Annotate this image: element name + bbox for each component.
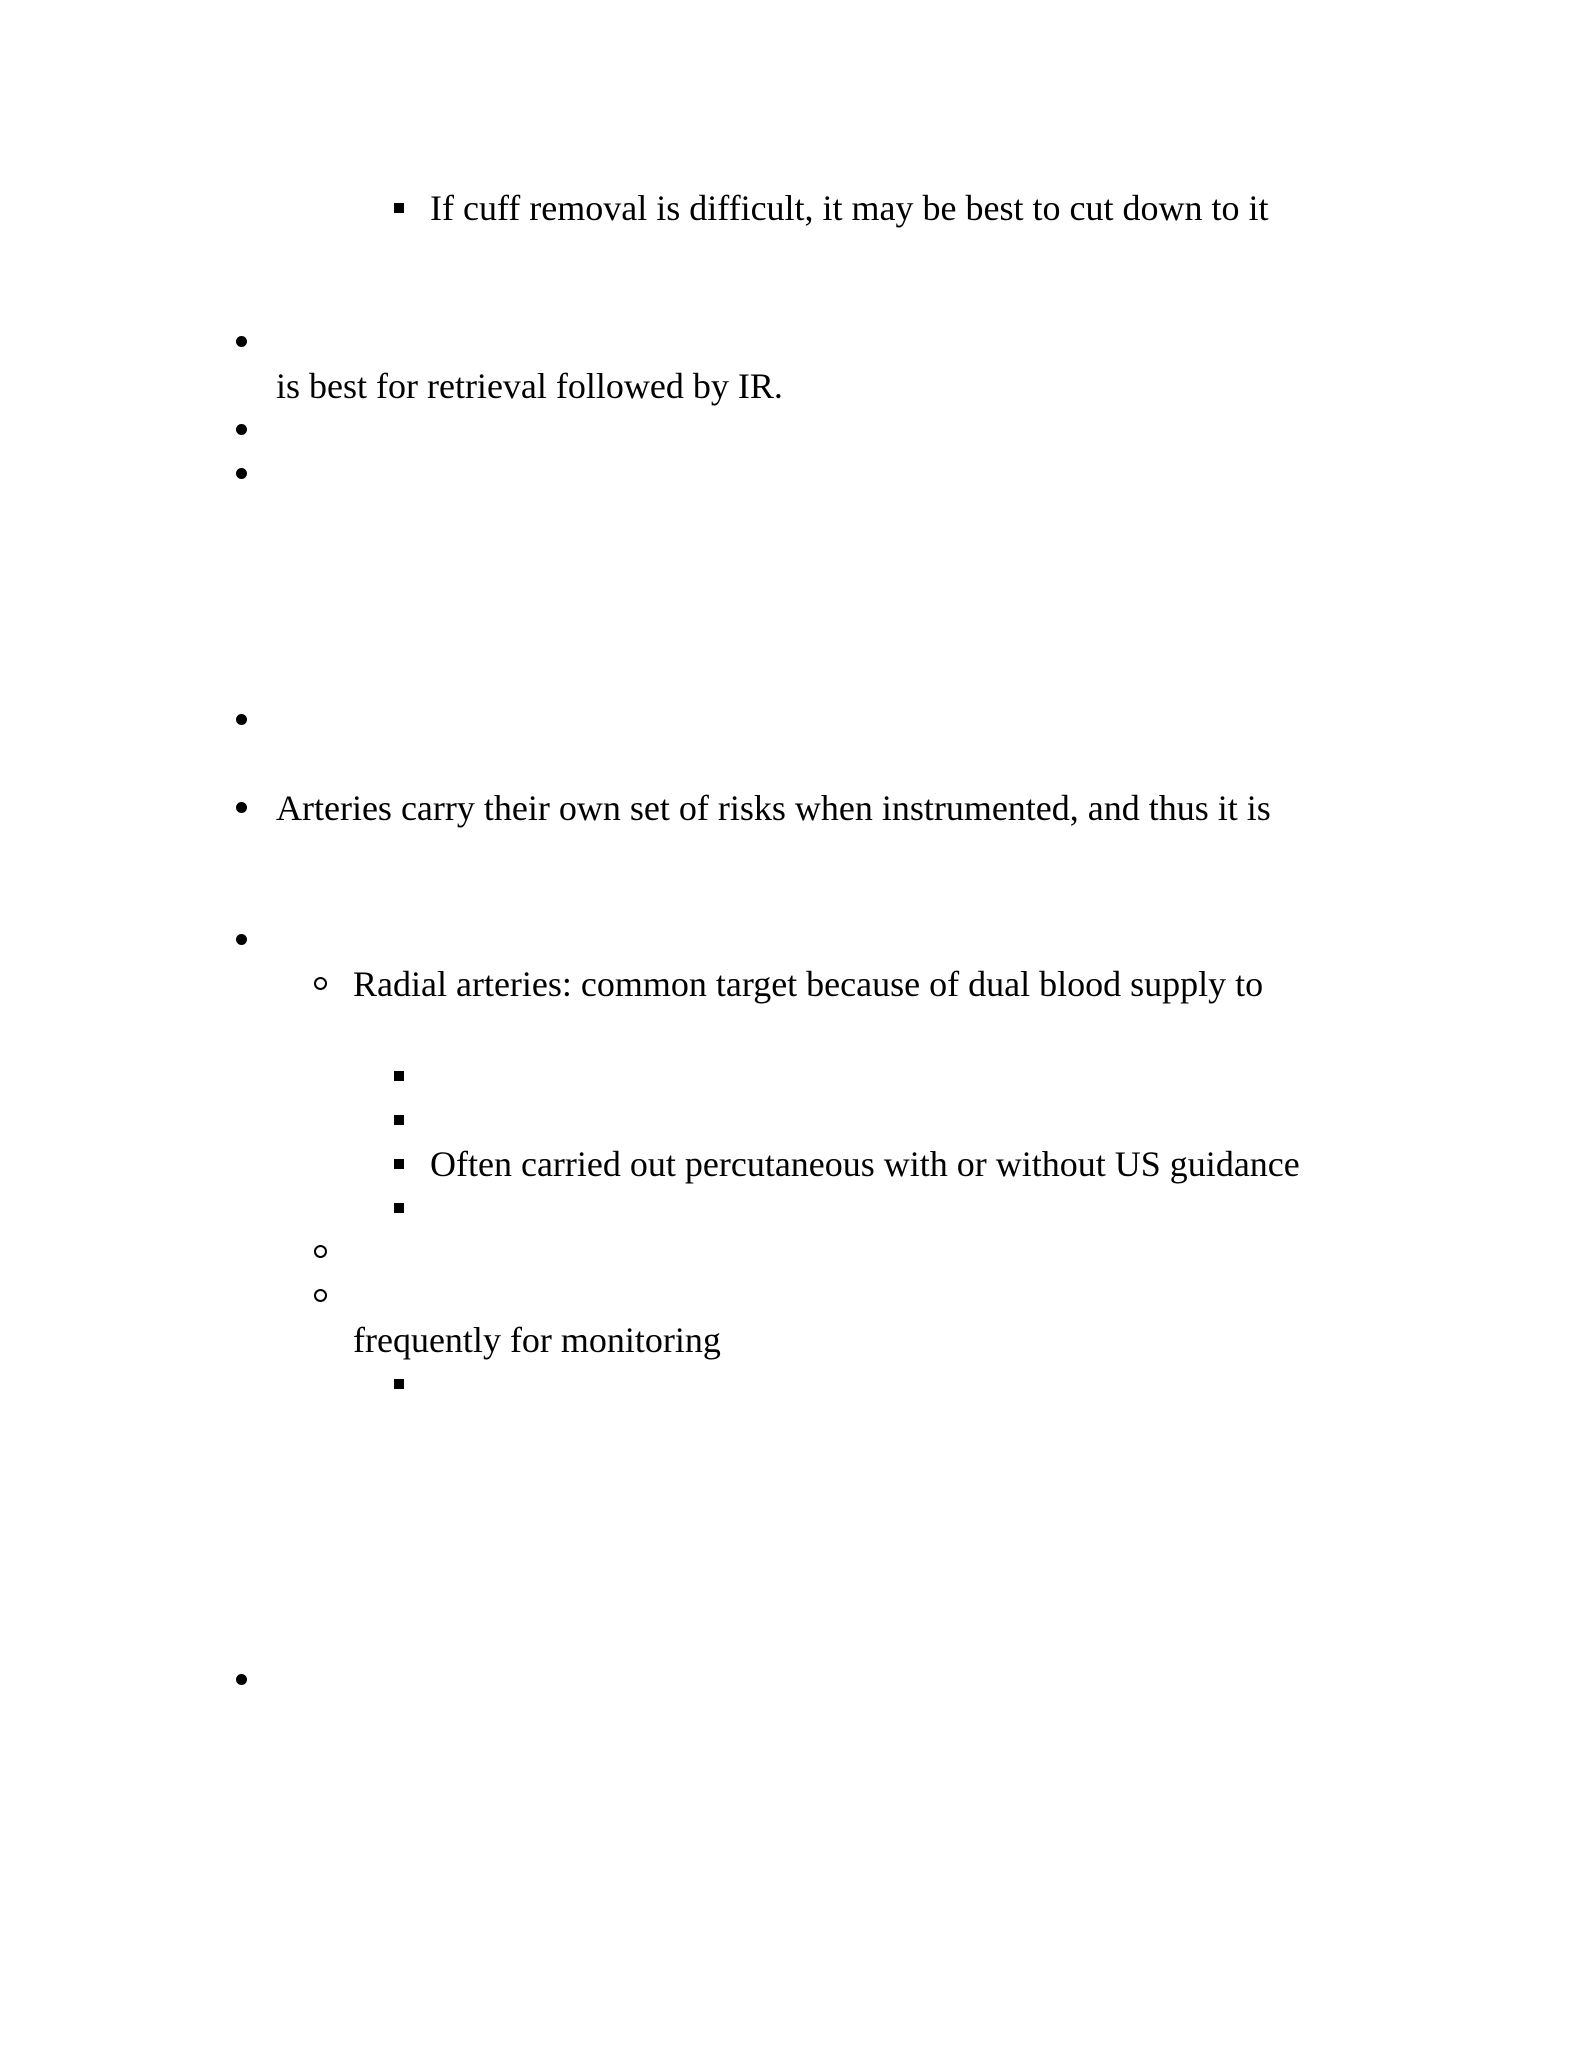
circle-bullet-icon <box>314 1230 334 1274</box>
list-item-text: If cuff removal is difficult, it may be best to cut down to it <box>430 188 1269 228</box>
disc-bullet-icon <box>236 918 256 962</box>
circle-bullet-icon <box>314 1274 334 1318</box>
circle-bullet-icon <box>314 962 334 1006</box>
square-bullet-icon <box>393 1142 413 1186</box>
list-item-text: Often carried out percutaneous with or without US guidance <box>430 1144 1300 1184</box>
square-bullet-icon <box>393 1186 413 1230</box>
list-item-text: Radial arteries: common target because of dual blood supply to <box>353 964 1264 1004</box>
disc-bullet-icon <box>236 1658 256 1702</box>
square-bullet-icon <box>393 1054 413 1098</box>
list-item-continuation: is best for retrieval followed by IR. <box>276 366 783 406</box>
square-bullet-icon <box>393 1098 413 1142</box>
disc-bullet-icon <box>236 786 256 830</box>
list-item-text: Arteries carry their own set of risks when instrumented, and thus it is <box>276 788 1271 828</box>
list-item-continuation: frequently for monitoring <box>353 1320 721 1360</box>
disc-bullet-icon <box>236 408 256 452</box>
square-bullet-icon <box>393 1362 413 1406</box>
square-bullet-icon <box>393 186 413 230</box>
disc-bullet-icon <box>236 452 256 496</box>
disc-bullet-icon <box>236 698 256 742</box>
disc-bullet-icon <box>236 320 256 364</box>
